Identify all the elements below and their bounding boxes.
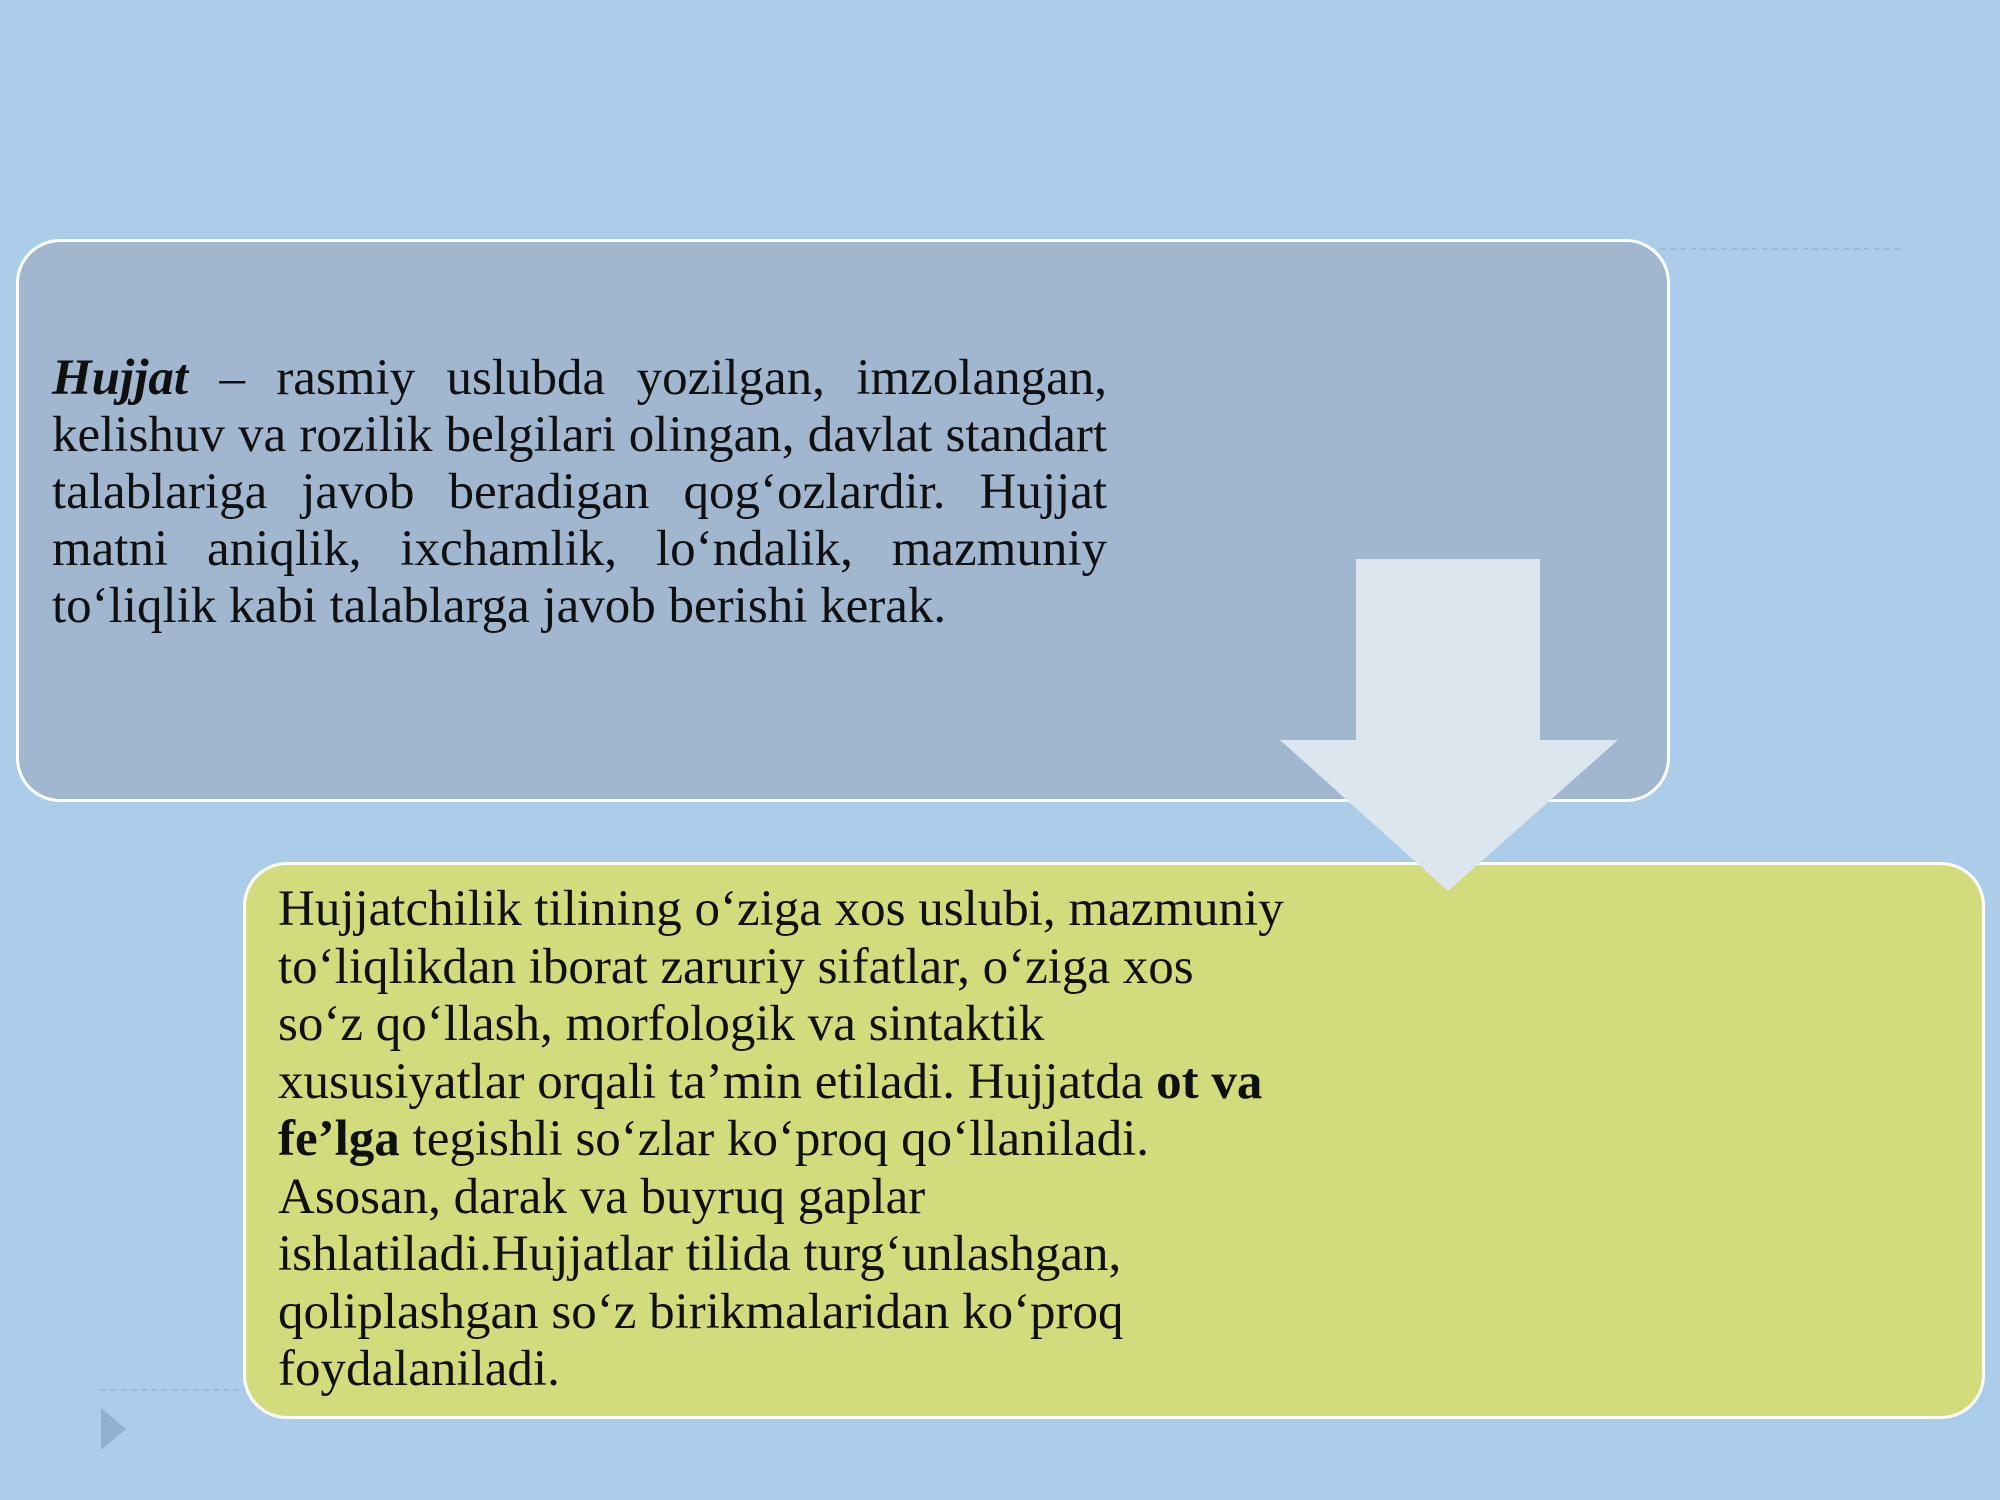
definition-text [52,350,1107,635]
description-text [278,881,1288,1399]
down-arrow-icon [1280,559,1620,891]
description-box [243,862,1985,1419]
definition-term: Hujjat [52,350,189,406]
play-triangle-icon [101,1408,126,1450]
decorative-dashed-line-bottom [100,1389,250,1391]
definition-body: – rasmiy uslubda yozilgan, imzolangan, kelishuv va rozilik belgilari olingan, davlat standart talablariga javob beradigan qog‘ozlardir. Hujjat matni aniqlik, ixchamlik, lo‘ndalik, mazmuniy to‘liqlik kabi talablarga javob berishi kerak. [52,350,1107,634]
decorative-dashed-line-top [1660,248,1900,250]
description-text-end: tegishli so‘zlar ko‘proq qo‘llaniladi. Asosan, darak va buyruq gaplar ishlatiladi.Hujjatlar tilida turg‘unlashgan, qoliplashgan so‘z birikmalaridan ko‘proq foydalaniladi. [278,1111,1150,1397]
description-bold-text: ot va fe’lga [278,1053,1263,1167]
description-text-start: Hujjatchilik tilining o‘ziga xos uslubi, mazmuniy to‘liqlikdan iborat zaruriy sifatlar, o‘ziga xos so‘z qo‘llash, morfologik va sintaktik xususiyatlar orqali ta’min etiladi. Hujjatda [278,881,1284,1110]
